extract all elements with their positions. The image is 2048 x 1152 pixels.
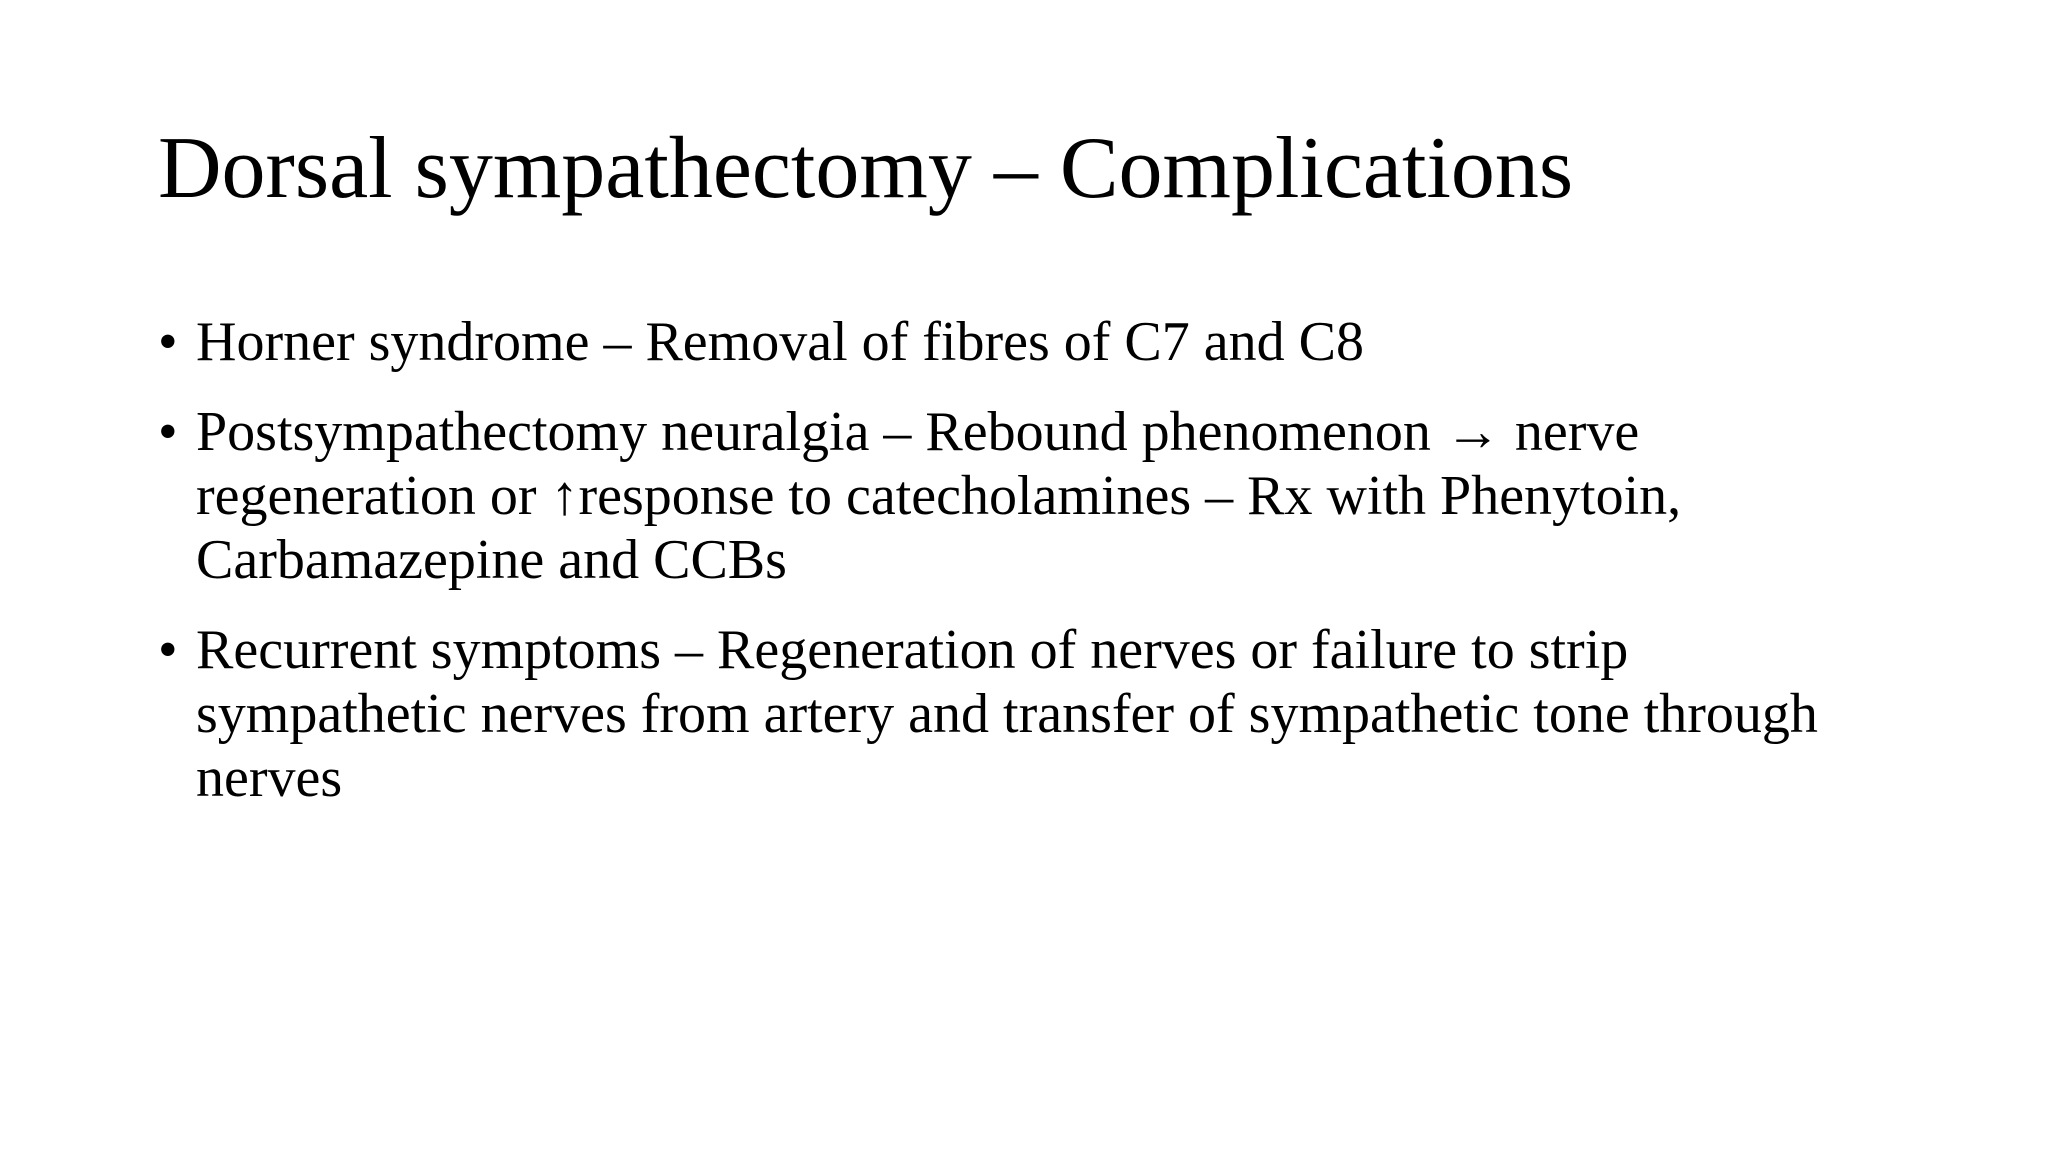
bullet-text: Horner syndrome – Removal of fibres of C7 and C8 — [196, 311, 1364, 373]
bullet-text: Postsympathectomy neuralgia – Rebound phenomenon → nerve regeneration or ↑response to catecholamines – Rx with Phenytoin, Carbamazepine and CCBs — [196, 401, 1682, 591]
bullet-marker: • — [158, 311, 178, 373]
bullet-list — [158, 310, 1858, 836]
bullet-item-recurrent-symptoms — [158, 618, 1858, 810]
bullet-text: Recurrent symptoms – Regeneration of nerves or failure to strip sympathetic nerves from artery and transfer of sympathetic tone through nerves — [196, 619, 1818, 809]
bullet-item-postsympathectomy-neuralgia — [158, 400, 1858, 592]
bullet-marker: • — [158, 619, 178, 681]
bullet-marker: • — [158, 401, 178, 463]
slide-title: Dorsal sympathectomy – Complications — [158, 120, 1574, 217]
bullet-item-horner-syndrome — [158, 310, 1858, 374]
